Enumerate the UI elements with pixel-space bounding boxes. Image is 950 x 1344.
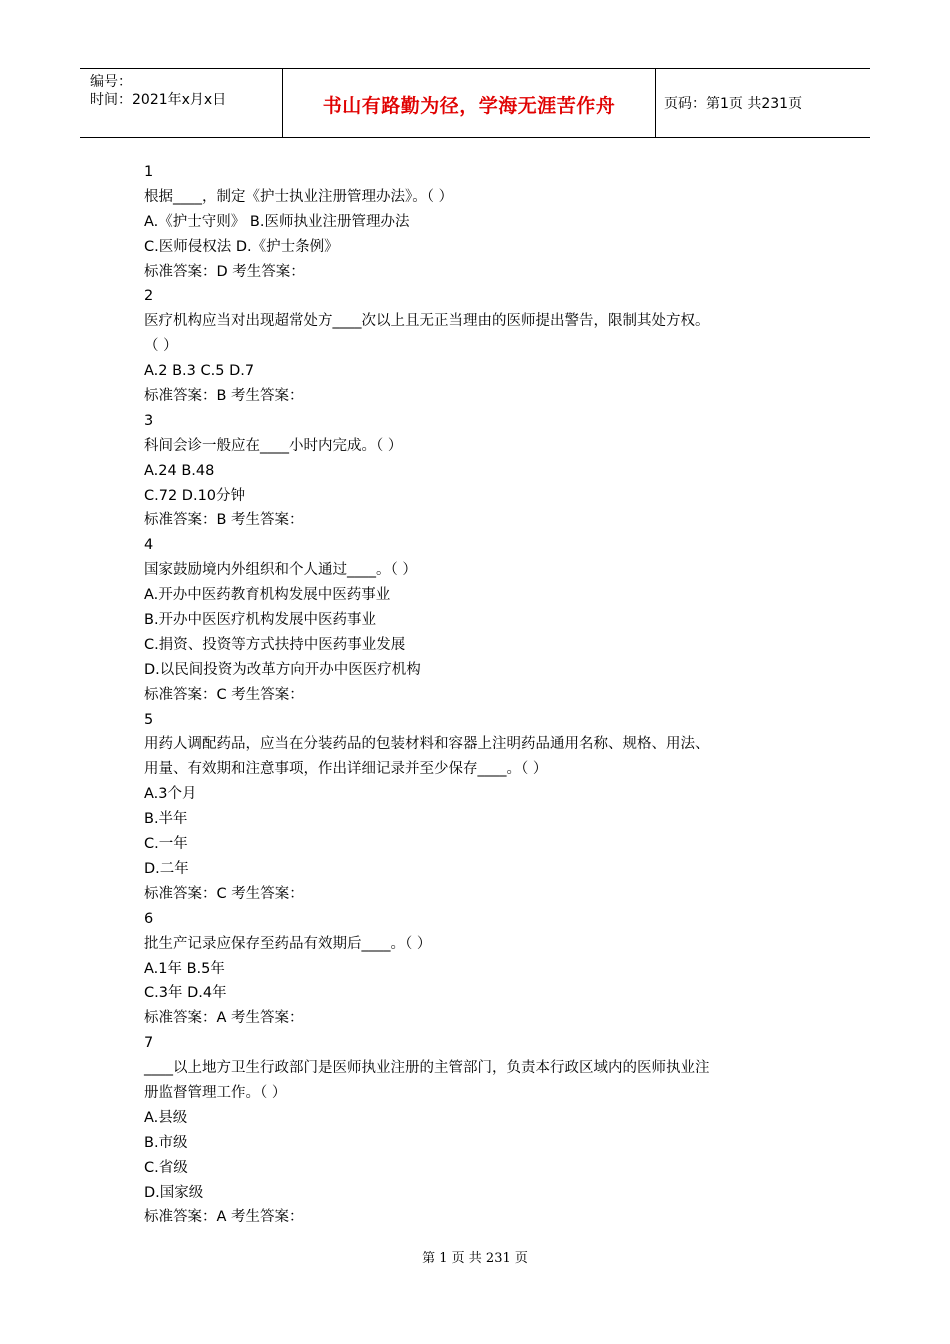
question-line: 根据____，制定《护士执业注册管理办法》。（ ） — [144, 188, 454, 205]
question-line: B.市级 — [144, 1134, 188, 1151]
question-number: 7 — [144, 1035, 154, 1052]
page-info: 页码：第1页 共231页 — [664, 96, 803, 112]
question-line: A.2 B.3 C.5 D.7 — [144, 363, 255, 380]
question-line: C.省级 — [144, 1159, 188, 1176]
page-header — [80, 68, 870, 138]
question-line: 医疗机构应当对出现超常处方____次以上且无正当理由的医师提出警告，限制其处方权。 — [144, 313, 710, 330]
question-line: 用量、有效期和注意事项，作出详细记录并至少保存____。（ ） — [144, 761, 548, 778]
date-label: 时间：2021年x月x日 — [90, 92, 227, 108]
question-line: A.24 B.48 — [144, 462, 215, 479]
answer-line: 标准答案：C 考生答案： — [144, 686, 304, 703]
answer-line: 标准答案：B 考生答案： — [144, 512, 304, 529]
question-line: 批生产记录应保存至药品有效期后____。（ ） — [144, 935, 432, 952]
answer-line: 标准答案：D 考生答案： — [144, 263, 305, 280]
question-line: D.以民间投资为改革方向开办中医医疗机构 — [144, 661, 421, 678]
header-page-cell — [655, 69, 870, 137]
question-list — [144, 160, 824, 1230]
question-line: B.半年 — [144, 811, 188, 828]
question-line: 科间会诊一般应在____小时内完成。（ ） — [144, 437, 403, 454]
question-number: 2 — [144, 288, 154, 305]
question-line: A.3个月 — [144, 786, 197, 803]
question-line: B.开办中医医疗机构发展中医药事业 — [144, 612, 377, 629]
question-line: D.二年 — [144, 860, 189, 877]
question-line: C.捐资、投资等方式扶持中医药事业发展 — [144, 636, 406, 653]
number-label: 编号： — [90, 74, 132, 90]
question-line: 册监督管理工作。（ ） — [144, 1084, 287, 1101]
question-line: ____以上地方卫生行政部门是医师执业注册的主管部门，负责本行政区域内的医师执业注 — [144, 1060, 710, 1077]
question-line: C.一年 — [144, 836, 188, 853]
answer-line: 标准答案：A 考生答案： — [144, 1010, 304, 1027]
question-line: A.1年 B.5年 — [144, 960, 225, 977]
question-line: D.国家级 — [144, 1184, 204, 1201]
question-number: 4 — [144, 537, 154, 554]
header-motto-cell — [282, 69, 656, 137]
answer-line: 标准答案：C 考生答案： — [144, 885, 304, 902]
header-info-cell — [80, 69, 282, 137]
motto-text: 书山有路勤为径，学海无涯苦作舟 — [322, 95, 616, 117]
question-number: 3 — [144, 412, 154, 429]
page-footer: 第 1 页 共 231 页 — [422, 1251, 528, 1266]
question-number: 5 — [144, 711, 154, 728]
question-number: 1 — [144, 164, 154, 180]
question-number: 6 — [144, 910, 154, 927]
question-line: A.《护士守则》 B.医师执业注册管理办法 — [144, 213, 410, 230]
question-line: 用药人调配药品，应当在分装药品的包装材料和容器上注明药品通用名称、规格、用法、 — [144, 736, 710, 753]
question-line: A.县级 — [144, 1109, 188, 1126]
answer-line: 标准答案：B 考生答案： — [144, 388, 304, 405]
answer-line: 标准答案：A 考生答案： — [144, 1209, 304, 1226]
question-line: C.医师侵权法 D.《护士条例》 — [144, 238, 339, 255]
question-line: C.72 D.10分钟 — [144, 487, 246, 504]
question-line: （ ） — [144, 338, 178, 355]
question-line: C.3年 D.4年 — [144, 985, 227, 1002]
question-line: A.开办中医药教育机构发展中医药事业 — [144, 587, 391, 604]
question-line: 国家鼓励境内外组织和个人通过____。（ ） — [144, 562, 417, 579]
